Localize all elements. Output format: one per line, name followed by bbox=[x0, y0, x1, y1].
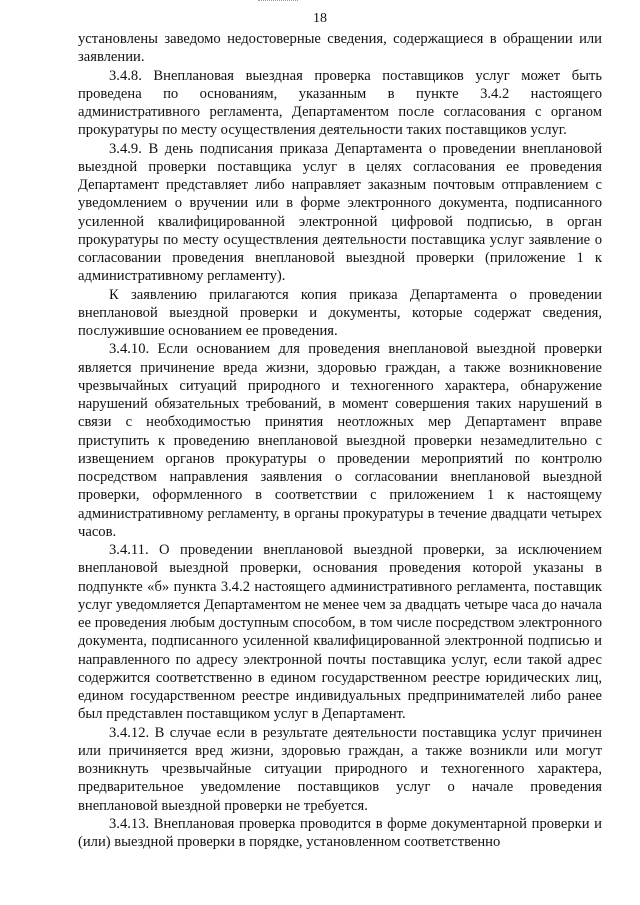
document-body bbox=[78, 30, 602, 851]
paragraph-continuation: установлены заведомо недостоверные сведения, содержащиеся в обращении или заявлении. bbox=[78, 31, 602, 66]
paragraph-3-4-13: 3.4.13. Внеплановая проверка проводится в форме документарной проверки и (или) выездной проверки в порядке, установленном соответственно bbox=[78, 815, 602, 850]
scan-artifact bbox=[258, 0, 298, 4]
paragraph-3-4-11: 3.4.11. О проведении внеплановой выездной проверки, за исключением внеплановой выездной проверки, основания проведения которой указаны в подпункте «б» пункта 3.4.2 настоящего административного регламента, поставщик услуг уведомляется Департаментом не менее чем за двадцать четыре часа до начала ее проведения любым доступным способом, в том числе посредством электронного документа, подписанного усиленной квалифицированной электронной подписью и направленного по адресу электронной почты поставщика услуг, если такой адрес содержится соответственно в едином государственном реестре юридических лиц, едином государственном реестре индивидуальных предпринимателей либо ранее был представлен поставщиком услуг в Департамент. bbox=[78, 542, 602, 723]
page-number: 18 bbox=[313, 11, 327, 26]
paragraph-3-4-12: 3.4.12. В случае если в результате деятельности поставщика услуг причинен или причиняется вред жизни, здоровью граждан, а также возникли или могут возникнуть чрезвычайные ситуации природного и техногенного характера, предварительное уведомление поставщиков услуг о начале проведения внеплановой выездной проверки не требуется. bbox=[78, 724, 602, 814]
paragraph-3-4-9: 3.4.9. В день подписания приказа Департамента о проведении внеплановой выездной проверки поставщика услуг в целях согласования ее проведения Департамент представляет либо направляет заказным почтовым отправлением с уведомлением о вручении или в форме электронного документа, подписанного усиленной квалифицированной электронной цифровой подписью, в орган прокуратуры по месту осуществления деятельности поставщика услуг заявление о согласовании проведения внеплановой выездной проверки (приложение 1 к административному регламенту). bbox=[78, 140, 602, 285]
paragraph-3-4-8: 3.4.8. Внеплановая выездная проверка поставщиков услуг может быть проведена по основаниям, указанным в пункте 3.4.2 настоящего административного регламента, Департаментом после согласования с органом прокуратуры по месту осуществления деятельности таких поставщиков услуг. bbox=[78, 67, 602, 139]
paragraph-attachment: К заявлению прилагаются копия приказа Департамента о проведении внеплановой выездной проверки и документы, которые содержат сведения, послужившие основанием ее проведения. bbox=[78, 286, 602, 339]
paragraph-3-4-10: 3.4.10. Если основанием для проведения внеплановой выездной проверки является причинение вреда жизни, здоровью граждан, а также возникновение чрезвычайных ситуаций природного и техногенного характера, обнаружение нарушений обязательных требований, в момент совершения таких нарушений в связи с необходимостью принятия неотложных мер Департамент вправе приступить к проведению внеплановой выездной проверки незамедлительно с извещением органов прокуратуры о проведении мероприятий по контролю посредством направления заявления о согласовании внеплановой выездной проверки, оформленного в соответствии с приложением 1 к настоящему административному регламенту, в органы прокуратуры в течение двадцати четырех часов. bbox=[78, 341, 602, 540]
